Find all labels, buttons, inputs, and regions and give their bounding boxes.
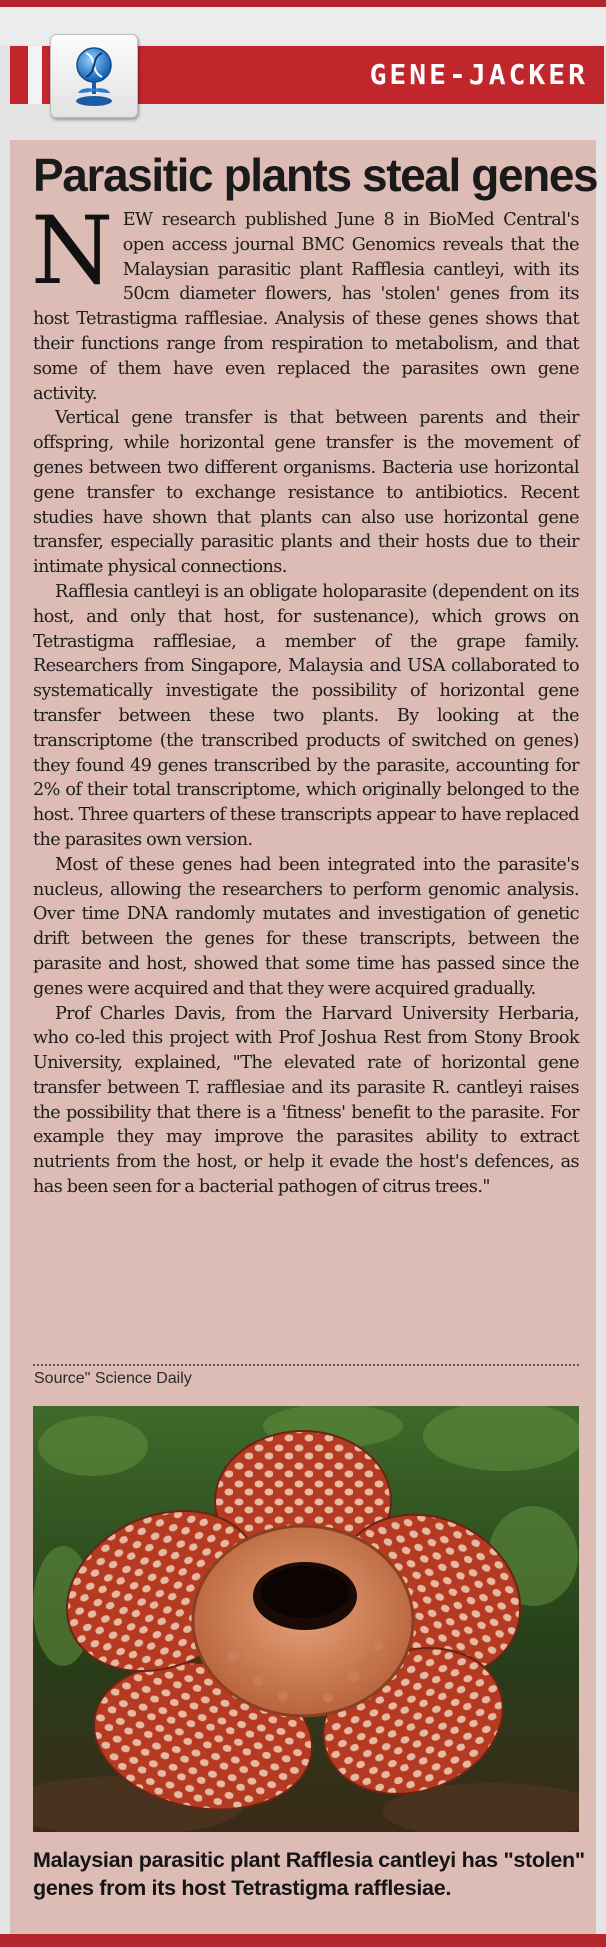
dotted-divider: [33, 1364, 579, 1366]
article-paragraph: Most of these genes had been integrated into the parasite's nucleus, allowing the researchers to perform genomic analysis. Over time DNA randomly mutates and investigation of genetic drift between the genes for these transcripts, between the parasite and host, showed that some time has passed since the genes were acquired and that they were acquired gradually.: [33, 854, 579, 999]
photo-caption: Malaysian parasitic plant Rafflesia cantleyi has "stolen" genes from its host Tetrastigma rafflesiae.: [33, 1848, 585, 1900]
section-title: GENE-JACKER: [369, 58, 588, 91]
article-paragraph: Prof Charles Davis, from the Harvard University Herbaria, who co-led this project with Prof Joshua Rest from Stony Brook University, explained, "The elevated rate of horizontal gene transfer between T. rafflesiae and its parasite R. cantleyi raises the possibility that there is a 'fitness' benefit to the parasite. For example they may improve the parasites ability to extract nutrients from the host, or help it evade the host's defences, as has been seen for a bacterial pathogen of citrus trees.": [33, 1003, 579, 1198]
article-body: [31, 197, 579, 1200]
rafflesia-flower-illustration: [33, 1406, 579, 1832]
section-logo: [50, 34, 138, 118]
paragraph-text: EW research published June 8 in BioMed Central's open access journal BMC Genomics reveals that the Malaysian parasitic plant Rafflesia cantleyi, with its 50cm diameter flowers, has 'stolen' genes from its host Tetrastigma rafflesiae. Analysis of these genes shows that their functions range from respiration to metabolism, and that some of them have even replaced the parasites own gene activity.: [33, 210, 579, 404]
header-notch: [28, 46, 42, 104]
rafflesia-photo: [33, 1406, 579, 1832]
drop-cap: N: [31, 197, 113, 306]
article-headline: Parasitic plants steal genes: [33, 149, 598, 201]
article-paragraph: Vertical gene transfer is that between parents and their offspring, while horizontal gene transfer is the movement of genes between two different organisms. Bacteria use horizontal gene transfer to exchange resistance to antibiotics. Recent studies have shown that plants can also use horizontal gene transfer, especially parasitic plants and their hosts due to their intimate physical connections.: [33, 408, 579, 578]
bottom-strip: [0, 1934, 606, 1947]
source-credit: Source" Science Daily: [34, 1370, 192, 1387]
dna-globe-icon: [64, 43, 124, 109]
top-strip: [0, 0, 606, 7]
article-paragraph: Rafflesia cantleyi is an obligate holoparasite (dependent on its host, and only that host, for sustenance), which grows on Tetrastigma rafflesiae, a member of the grape family. Researchers from Singapore, Malaysia and USA collaborated to systematically investigate the possibility of horizontal gene transfer between these two plants. By looking at the transcriptome (the transcribed products of switched on genes) they found 49 genes transcribed by the parasite, accounting for 2% of their total transcriptome, which originally belonged to the host. Three quarters of these transcripts appear to have replaced the parasites own version.: [33, 581, 579, 850]
article-paragraph: [31, 197, 579, 406]
